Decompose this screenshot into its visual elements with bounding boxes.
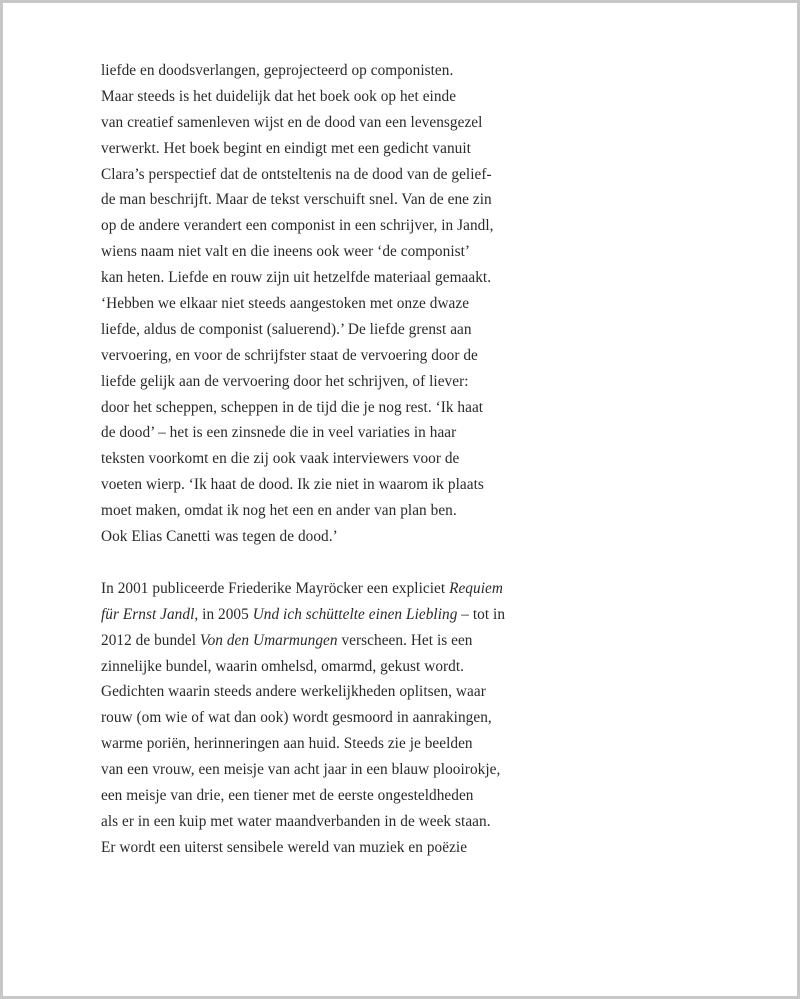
text-line: voeten wierp. ‘Ik haat de dood. Ik zie niet in waarom ik plaats xyxy=(101,476,484,494)
text-line: vervoering, en voor de schrijfster staat de vervoering door de xyxy=(101,346,478,364)
paragraph-spacer xyxy=(101,550,571,576)
text-run: 2012 de bundel xyxy=(101,631,200,649)
text-line: als er in een kuip met water maandverbanden in de week staan. xyxy=(101,812,491,830)
title-requiem-part1: Requiem xyxy=(449,579,503,597)
text-run: In 2001 publiceerde Friederike Mayröcker een expliciet xyxy=(101,579,450,597)
text-line: moet maken, omdat ik nog het een en ander van plan ben. xyxy=(101,502,457,520)
body-text xyxy=(101,58,571,861)
text-line xyxy=(101,628,571,654)
text-line: teksten voorkomt en die zij ook vaak interviewers voor de xyxy=(101,450,460,468)
text-line: wiens naam niet valt en die ineens ook weer ‘de componist’ xyxy=(101,243,471,261)
text-line: de man beschrijft. Maar de tekst verschuift snel. Van de ene zin xyxy=(101,191,492,209)
title-von-den-umarmungen: Von den Umarmungen xyxy=(199,631,338,649)
text-line: liefde gelijk aan de vervoering door het schrijven, of liever: xyxy=(101,372,469,390)
text-line: rouw (om wie of wat dan ook) wordt gesmoord in aanrakingen, xyxy=(101,709,492,727)
text-line: van creatief samenleven wijst en de dood van een levensgezel xyxy=(101,113,483,131)
text-line: de dood’ – het is een zinsnede die in veel variaties in haar xyxy=(101,424,457,442)
text-line: liefde, aldus de componist (saluerend).’ De liefde grenst aan xyxy=(101,320,472,338)
text-line: Clara’s perspectief dat de ontsteltenis na de dood van de gelief- xyxy=(101,165,492,183)
text-run: verscheen. Het is een xyxy=(337,631,473,649)
title-requiem-part2: für Ernst Jandl xyxy=(101,605,195,623)
text-line: Maar steeds is het duidelijk dat het boek ook op het einde xyxy=(101,87,457,105)
text-line: ‘Hebben we elkaar niet steeds aangestoken met onze dwaze xyxy=(101,295,470,313)
paragraph-1 xyxy=(101,58,571,550)
text-run: , in 2005 xyxy=(194,605,253,623)
text-line: door het scheppen, scheppen in de tijd die je nog rest. ‘Ik haat xyxy=(101,398,484,416)
text-line xyxy=(101,602,571,628)
text-line: liefde en doodsverlangen, geprojecteerd op componisten. xyxy=(101,62,454,79)
paragraph-2 xyxy=(101,576,571,861)
text-line: op de andere verandert een componist in een schrijver, in Jandl, xyxy=(101,217,494,235)
text-line xyxy=(101,576,571,602)
text-line: zinnelijke bundel, waarin omhelsd, omarmd, gekust wordt. xyxy=(101,657,465,675)
title-und-ich-schuttelte: Und ich schüttelte einen Liebling xyxy=(252,605,458,623)
text-line: van een vrouw, een meisje van acht jaar in een blauw plooirokje, xyxy=(101,761,501,779)
text-line: een meisje van drie, een tiener met de eerste ongesteldheden xyxy=(101,787,474,805)
text-line: warme poriën, herinneringen aan huid. Steeds zie je beelden xyxy=(101,735,473,753)
text-line: Er wordt een uiterst sensibele wereld van muziek en poëzie xyxy=(101,838,468,856)
text-line: Ook Elias Canetti was tegen de dood.’ xyxy=(101,528,338,546)
text-line: kan heten. Liefde en rouw zijn uit hetzelfde materiaal gemaakt. xyxy=(101,269,492,287)
text-line: Gedichten waarin steeds andere werkelijkheden oplitsen, waar xyxy=(101,683,486,701)
text-run: – tot in xyxy=(457,605,506,623)
text-line: verwerkt. Het boek begint en eindigt met een gedicht vanuit xyxy=(101,139,471,157)
